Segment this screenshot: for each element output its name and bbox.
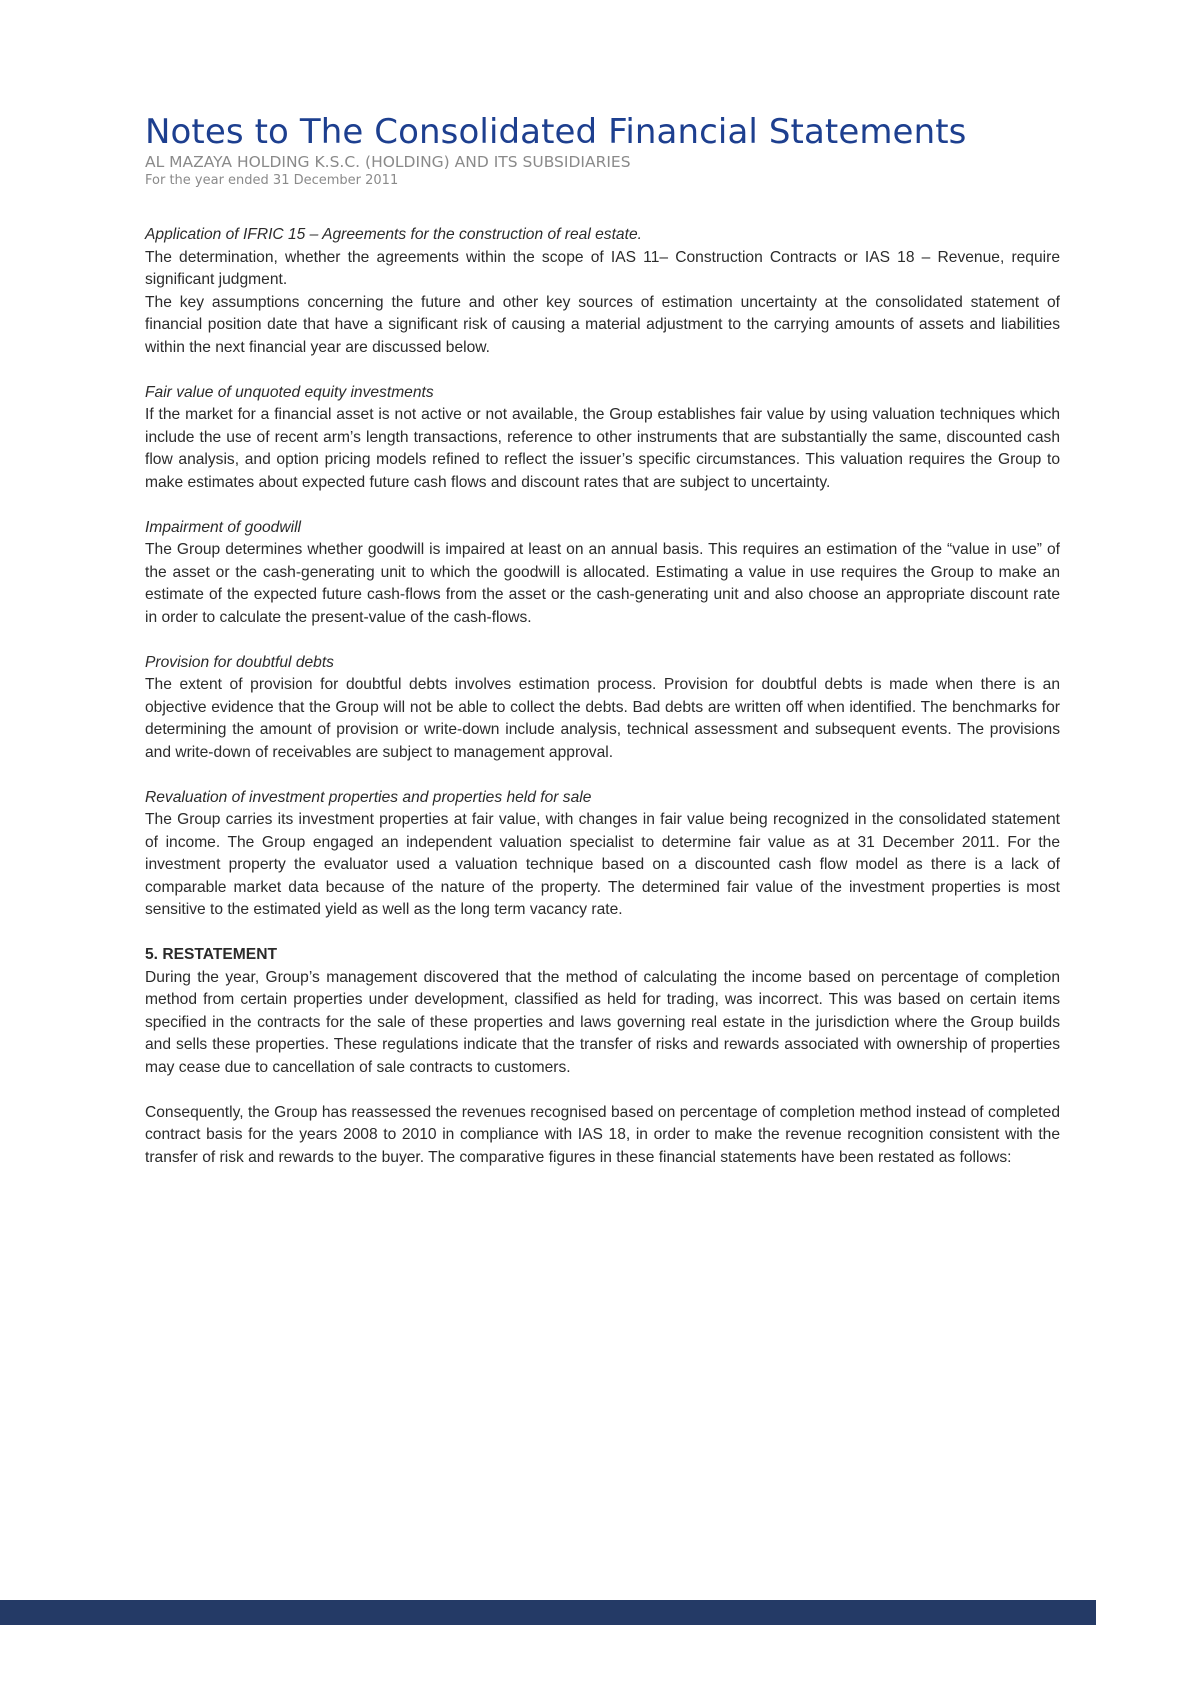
- section-restatement: [145, 944, 1060, 1169]
- paragraph: The key assumptions concerning the future and other key sources of estimation uncertainty at the consolidated statement of financial position date that have a significant risk of causing a material adjustment to the carrying amounts of assets and liabilities within the next financial year are discussed below.: [145, 293, 1060, 356]
- section-heading: Provision for doubtful debts: [145, 653, 334, 671]
- footer-bar: [0, 1600, 1096, 1625]
- section-fair-value: [145, 382, 1060, 495]
- section-heading: 5. RESTATEMENT: [145, 946, 277, 963]
- section-heading: Revaluation of investment properties and properties held for sale: [145, 788, 592, 806]
- section-doubtful-debts: [145, 652, 1060, 765]
- section-revaluation: [145, 787, 1060, 922]
- paragraph: During the year, Group’s management discovered that the method of calculating the income based on percentage of completion method from certain properties under development, classified as held for trading, was incorrect. This was based on certain items specified in the contracts for the sale of these properties and laws governing real estate in the jurisdiction where the Group builds and sells these properties. These regulations indicate that the transfer of risks and rewards associated with ownership of properties may cease due to cancellation of sale contracts to customers.: [145, 968, 1060, 1076]
- section-goodwill: [145, 517, 1060, 630]
- page-header: [145, 112, 1065, 189]
- page-title: Notes to The Consolidated Financial Statements: [145, 112, 967, 152]
- section-heading: Impairment of goodwill: [145, 518, 302, 536]
- paragraph: The extent of provision for doubtful debts involves estimation process. Provision for doubtful debts is made when there is an objective evidence that the Group will not be able to collect the debts. Bad debts are written off when identified. The benchmarks for determining the amount of provision or write-down include analysis, technical assessment and subsequent events. The provisions and write-down of receivables are subject to management approval.: [145, 676, 1060, 761]
- section-ifric-15: [145, 224, 1060, 359]
- paragraph: The determination, whether the agreements within the scope of IAS 11– Construction Contracts or IAS 18 – Revenue, require significant judgment.: [145, 248, 1060, 288]
- section-heading: Application of IFRIC 15 – Agreements for the construction of real estate.: [145, 226, 642, 243]
- paragraph: The Group carries its investment properties at fair value, with changes in fair value being recognized in the consolidated statement of income. The Group engaged an independent valuation specialist to determine fair value as at 31 December 2011. For the investment property the evaluator used a valuation technique based on a discounted cash flow model as there is a lack of comparable market data because of the nature of the property. The determined fair value of the investment properties is most sensitive to the estimated yield as well as the long term vacancy rate.: [145, 811, 1060, 918]
- notes-body: [145, 224, 1060, 1192]
- paragraph: The Group determines whether goodwill is impaired at least on an annual basis. This requires an estimation of the “value in use” of the asset or the cash-generating unit to which the goodwill is allocated. Estimating a value in use requires the Group to make an estimate of the expected future cash-flows from the asset or the cash-generating unit and also choose an appropriate discount rate in order to calculate the present-value of the cash-flows.: [145, 541, 1060, 626]
- paragraph: Consequently, the Group has reassessed the revenues recognised based on percentage of completion method instead of completed contract basis for the years 2008 to 2010 in compliance with IAS 18, in order to make the revenue recognition consistent with the transfer of risk and rewards to the buyer. The comparative figures in these financial statements have been restated as follows:: [145, 1103, 1060, 1166]
- company-name: AL MAZAYA HOLDING K.S.C. (HOLDING) AND ITS SUBSIDIARIES: [145, 153, 631, 171]
- section-heading: Fair value of unquoted equity investments: [145, 383, 434, 401]
- paragraph: If the market for a financial asset is not active or not available, the Group establishes fair value by using valuation techniques which include the use of recent arm’s length transactions, reference to other instruments that are substantially the same, discounted cash flow analysis, and option pricing models refined to reflect the issuer’s specific circumstances. This valuation requires the Group to make estimates about expected future cash flows and discount rates that are subject to uncertainty.: [145, 406, 1060, 491]
- reporting-period: For the year ended 31 December 2011: [145, 173, 399, 188]
